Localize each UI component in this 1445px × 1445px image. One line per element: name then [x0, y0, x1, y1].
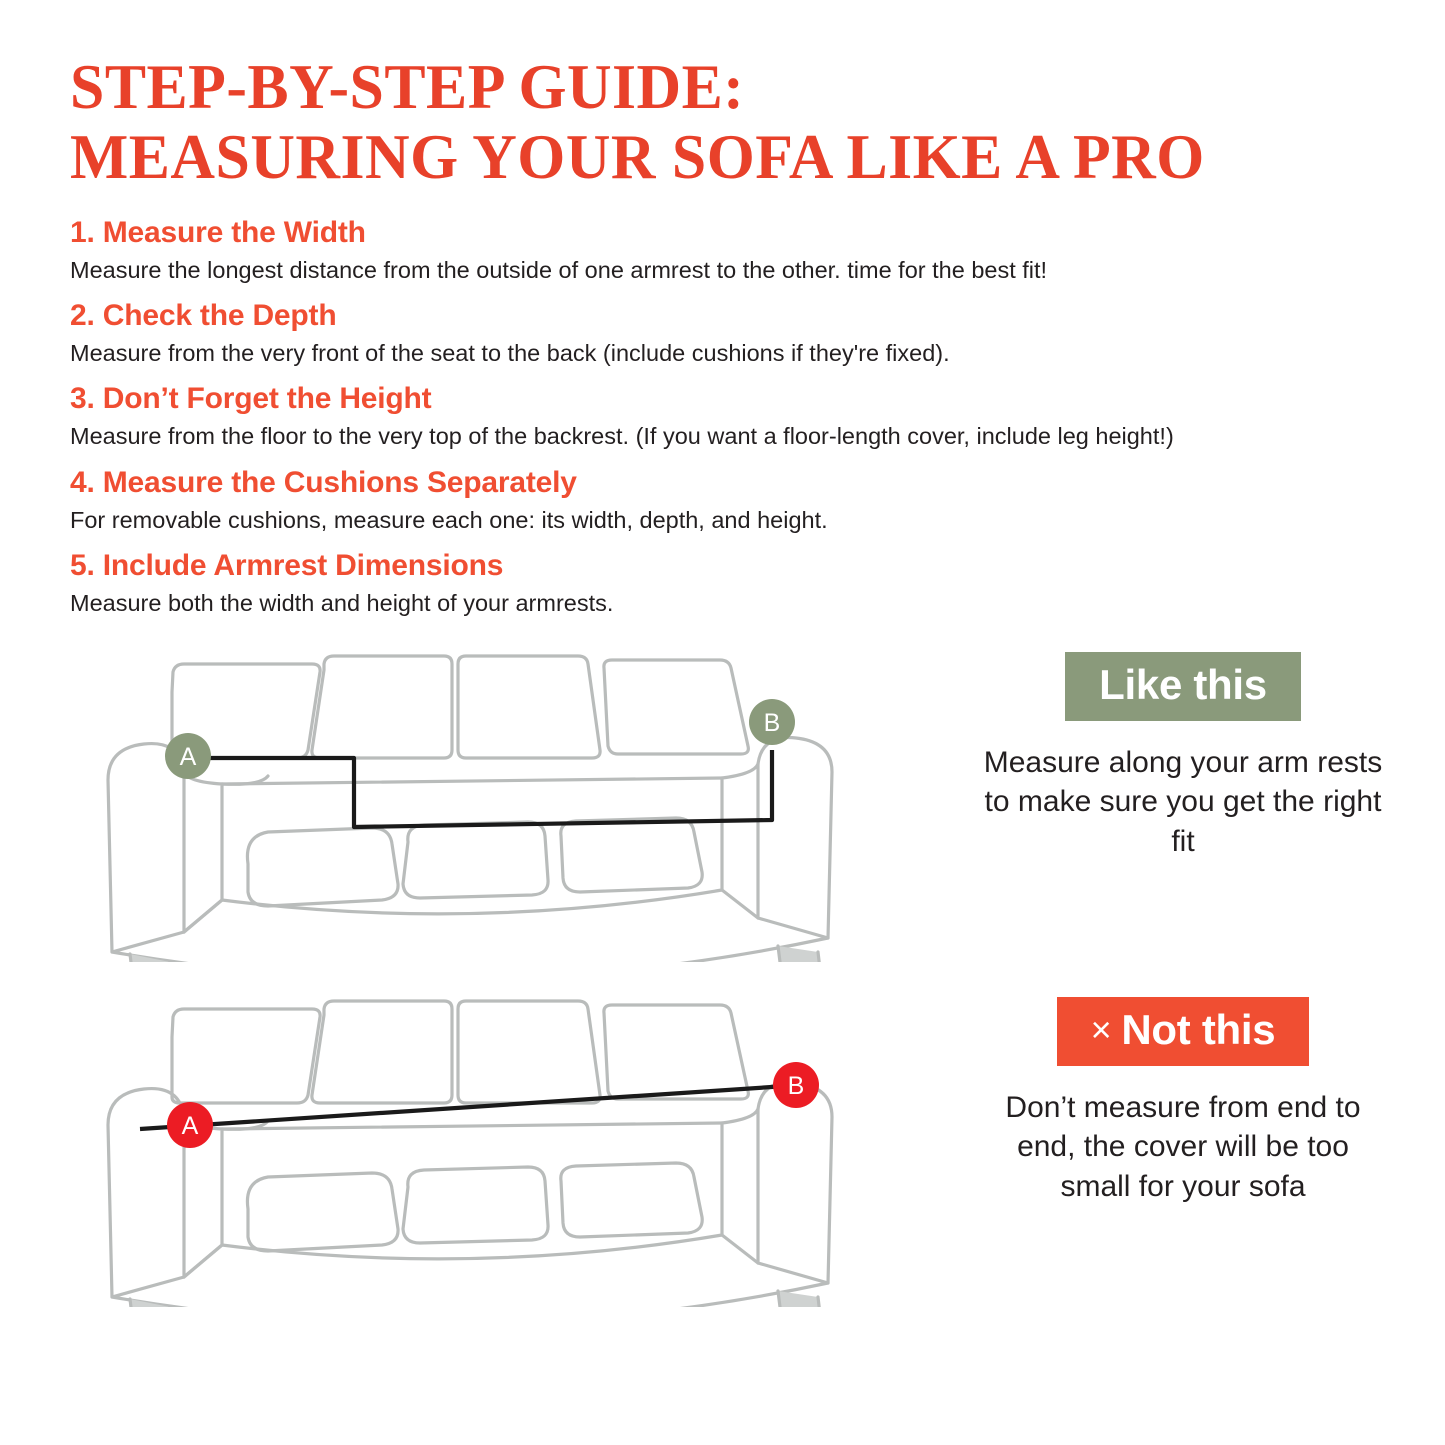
marker-a-label: A [179, 743, 197, 772]
marker-a-correct [165, 733, 211, 779]
step-5-heading: 5. Include Armrest Dimensions [70, 549, 504, 582]
marker-b-incorrect [773, 1062, 819, 1108]
badge-like-this [1065, 652, 1301, 720]
title-line-2: MEASURING YOUR SOFA LIKE A PRO [70, 122, 1205, 193]
sofa-incorrect-svg [72, 977, 872, 1307]
step-2-heading: 2. Check the Depth [70, 298, 337, 332]
step-3 [62, 382, 1383, 451]
step-4-body: For removable cushions, measure each one: its width, depth, and height. [70, 506, 828, 533]
step-2-body: Measure from the very front of the seat to the back (include cushions if they're fixed). [70, 339, 950, 366]
sofa-diagram-incorrect [72, 977, 872, 1312]
badge-not-this-label: Not this [1121, 1006, 1276, 1054]
title-line-1: STEP-BY-STEP GUIDE: [70, 52, 745, 122]
marker-a-label: A [181, 1112, 199, 1141]
step-5 [62, 549, 1383, 618]
caption-not-this: Don’t measure from end to end, the cover will be too small for your sofa [1005, 1090, 1361, 1203]
caption-like-this: Measure along your arm rests to make sure you get the right fit [983, 745, 1383, 858]
step-1-body: Measure the longest distance from the outside of one armrest to the other. time for the best fit! [70, 256, 1048, 283]
panel-like-this [983, 652, 1383, 861]
page-title [62, 52, 1383, 193]
measure-line-correct [188, 750, 772, 827]
step-3-body: Measure from the floor to the very top of the backrest. (If you want a floor-length cover, include leg height!) [70, 423, 1174, 450]
cross-icon: × [1090, 1009, 1112, 1051]
step-4 [62, 466, 1383, 535]
marker-b-correct [749, 699, 795, 745]
marker-b-label: B [787, 1072, 805, 1101]
marker-a-incorrect [167, 1102, 213, 1148]
steps-list [62, 216, 1383, 619]
illustration-area [62, 632, 1383, 1332]
sofa-correct-svg [72, 632, 872, 962]
badge-not-this [1057, 997, 1310, 1065]
step-4-heading: 4. Measure the Cushions Separately [70, 465, 577, 499]
step-3-heading: 3. Don’t Forget the Height [70, 382, 432, 416]
step-1-heading: 1. Measure the Width [70, 215, 366, 249]
marker-b-label: B [763, 709, 781, 738]
sofa-diagram-correct [72, 632, 872, 967]
step-2 [62, 299, 1383, 368]
step-1 [62, 216, 1383, 285]
panel-not-this [983, 997, 1383, 1206]
badge-like-this-label: Like this [1099, 661, 1267, 709]
step-5-body: Measure both the width and height of your armrests. [70, 590, 614, 616]
